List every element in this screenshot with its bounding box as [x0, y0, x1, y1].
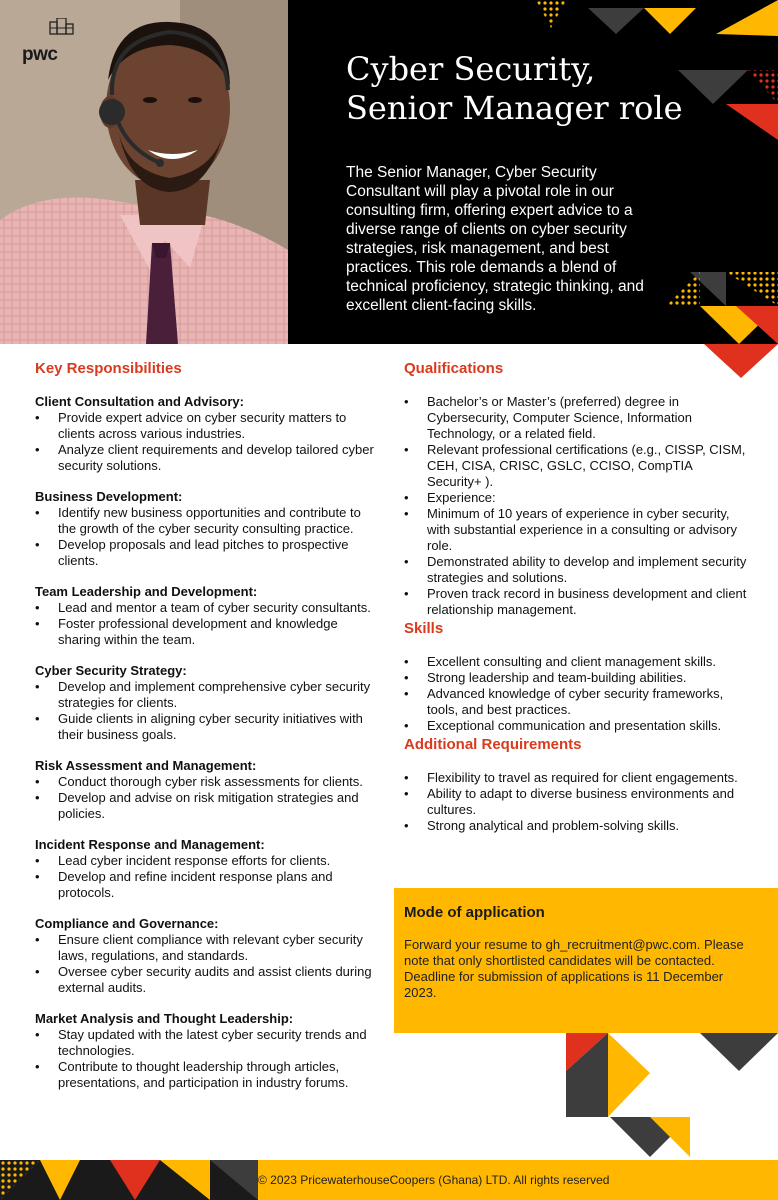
- responsibility-list: [35, 600, 380, 648]
- responsibility-group: [35, 758, 380, 822]
- additional-requirements-list: [404, 770, 749, 834]
- application-instructions: Forward your resume to gh_recruitment@pwc.com. Please note that only shortlisted candidates will be contacted. Deadline for submission of applications is 11 December 2023.: [404, 937, 744, 1000]
- hero-banner: [0, 0, 778, 344]
- additional-requirement-item: • Ability to adapt to diverse business environments and cultures.: [404, 786, 749, 818]
- responsibility-item: • Foster professional development and knowledge sharing within the team.: [35, 616, 380, 648]
- pwc-logo-text: pwc: [22, 44, 58, 65]
- additional-requirement-item: • Strong analytical and problem-solving skills.: [404, 818, 749, 834]
- qualifications-list: [404, 394, 749, 618]
- responsibility-item: • Ensure client compliance with relevant cyber security laws, regulations, and standards.: [35, 932, 380, 964]
- section-heading-skills: Skills: [404, 620, 444, 637]
- skill-item: • Excellent consulting and client management skills.: [404, 654, 749, 670]
- responsibility-item: • Oversee cyber security audits and assist clients during external audits.: [35, 964, 380, 996]
- section-heading-key-responsibilities: Key Responsibilities: [35, 360, 182, 377]
- responsibility-item: • Develop and advise on risk mitigation strategies and policies.: [35, 790, 380, 822]
- skill-item: • Advanced knowledge of cyber security frameworks, tools, and best practices.: [404, 686, 749, 718]
- responsibility-group-title: Risk Assessment and Management:: [35, 758, 257, 773]
- responsibility-item: • Develop and implement comprehensive cyber security strategies for clients.: [35, 679, 380, 711]
- pwc-logo-mark-icon: [22, 18, 82, 46]
- geometric-decoration-bottom: [566, 1033, 778, 1160]
- responsibility-item: • Develop and refine incident response plans and protocols.: [35, 869, 380, 901]
- qualification-item: • Demonstrated ability to develop and implement security strategies and solutions.: [404, 554, 749, 586]
- qualification-item: • Relevant professional certifications (e.g., CISSP, CISM, CEH, CISA, CRISC, GSLC, CCISO, CompTIA Security+ ).: [404, 442, 749, 490]
- responsibility-list: [35, 774, 380, 822]
- responsibility-item: • Provide expert advice on cyber security matters to clients across various industries.: [35, 410, 380, 442]
- application-heading: Mode of application: [404, 904, 545, 921]
- responsibility-group: [35, 663, 380, 743]
- responsibility-item: • Identify new business opportunities and contribute to the growth of the cyber security consulting practice.: [35, 505, 380, 537]
- responsibility-list: [35, 679, 380, 743]
- footer: [0, 1160, 778, 1200]
- responsibility-group: [35, 837, 380, 901]
- application-box: [394, 888, 778, 1033]
- responsibility-list: [35, 410, 380, 474]
- responsibility-group-title: Market Analysis and Thought Leadership:: [35, 1011, 294, 1026]
- additional-requirement-item: • Flexibility to travel as required for client engagements.: [404, 770, 749, 786]
- copyright-text: © 2023 PricewaterhouseCoopers (Ghana) LTD. All rights reserved: [258, 1173, 610, 1187]
- skills-list: [404, 654, 749, 734]
- responsibility-item: • Contribute to thought leadership through articles, presentations, and participation in industry forums.: [35, 1059, 380, 1091]
- qualification-item: • Minimum of 10 years of experience in cyber security, with substantial experience in a consulting or advisory role.: [404, 506, 749, 554]
- responsibility-group-title: Client Consultation and Advisory:: [35, 394, 244, 409]
- responsibility-group-title: Team Leadership and Development:: [35, 584, 258, 599]
- footer-decoration: [0, 1160, 258, 1200]
- responsibility-list: [35, 1027, 380, 1091]
- responsibility-group: [35, 489, 380, 569]
- qualification-item: • Proven track record in business development and client relationship management.: [404, 586, 749, 618]
- pwc-logo: [22, 18, 82, 68]
- requirements-column: [404, 358, 749, 834]
- responsibility-group: [35, 916, 380, 996]
- responsibility-item: • Lead cyber incident response efforts for clients.: [35, 853, 380, 869]
- responsibility-item: • Conduct thorough cyber risk assessments for clients.: [35, 774, 380, 790]
- responsibility-group: [35, 584, 380, 648]
- section-heading-additional-requirements: Additional Requirements: [404, 736, 582, 753]
- title-line-2: Senior Manager role: [346, 89, 683, 127]
- responsibility-group-title: Cyber Security Strategy:: [35, 663, 187, 678]
- responsibility-item: • Stay updated with the latest cyber security trends and technologies.: [35, 1027, 380, 1059]
- qualification-item: • Bachelor’s or Master’s (preferred) degree in Cybersecurity, Computer Science, Information Technology, or a related field.: [404, 394, 749, 442]
- responsibility-group-title: Incident Response and Management:: [35, 837, 265, 852]
- section-heading-qualifications: Qualifications: [404, 360, 504, 377]
- responsibility-list: [35, 853, 380, 901]
- responsibility-item: • Guide clients in aligning cyber security initiatives with their business goals.: [35, 711, 380, 743]
- responsibilities-column: [35, 358, 380, 1106]
- responsibility-item: • Analyze client requirements and develop tailored cyber security solutions.: [35, 442, 380, 474]
- title-line-1: Cyber Security,: [346, 50, 596, 88]
- consultant-photo: [0, 0, 288, 344]
- footer-decoration-right: [650, 1160, 778, 1200]
- role-description: The Senior Manager, Cyber Security Consultant will play a pivotal role in our consulting firm, offering expert advice to a diverse range of clients on cyber security strategies, risk management, and best practices. This role demands a blend of technical proficiency, strategic thinking, and excellent client-facing skills.: [346, 164, 644, 314]
- geometric-decoration-top: [530, 0, 778, 344]
- responsibility-group: [35, 394, 380, 474]
- responsibility-item: • Lead and mentor a team of cyber security consultants.: [35, 600, 380, 616]
- responsibility-list: [35, 505, 380, 569]
- responsibility-group-title: Compliance and Governance:: [35, 916, 219, 931]
- responsibility-group-title: Business Development:: [35, 489, 183, 504]
- skill-item: • Strong leadership and team-building abilities.: [404, 670, 749, 686]
- skill-item: • Exceptional communication and presentation skills.: [404, 718, 749, 734]
- responsibility-list: [35, 932, 380, 996]
- qualification-item: • Experience:: [404, 490, 749, 506]
- responsibility-item: • Develop proposals and lead pitches to prospective clients.: [35, 537, 380, 569]
- responsibility-group: [35, 1011, 380, 1091]
